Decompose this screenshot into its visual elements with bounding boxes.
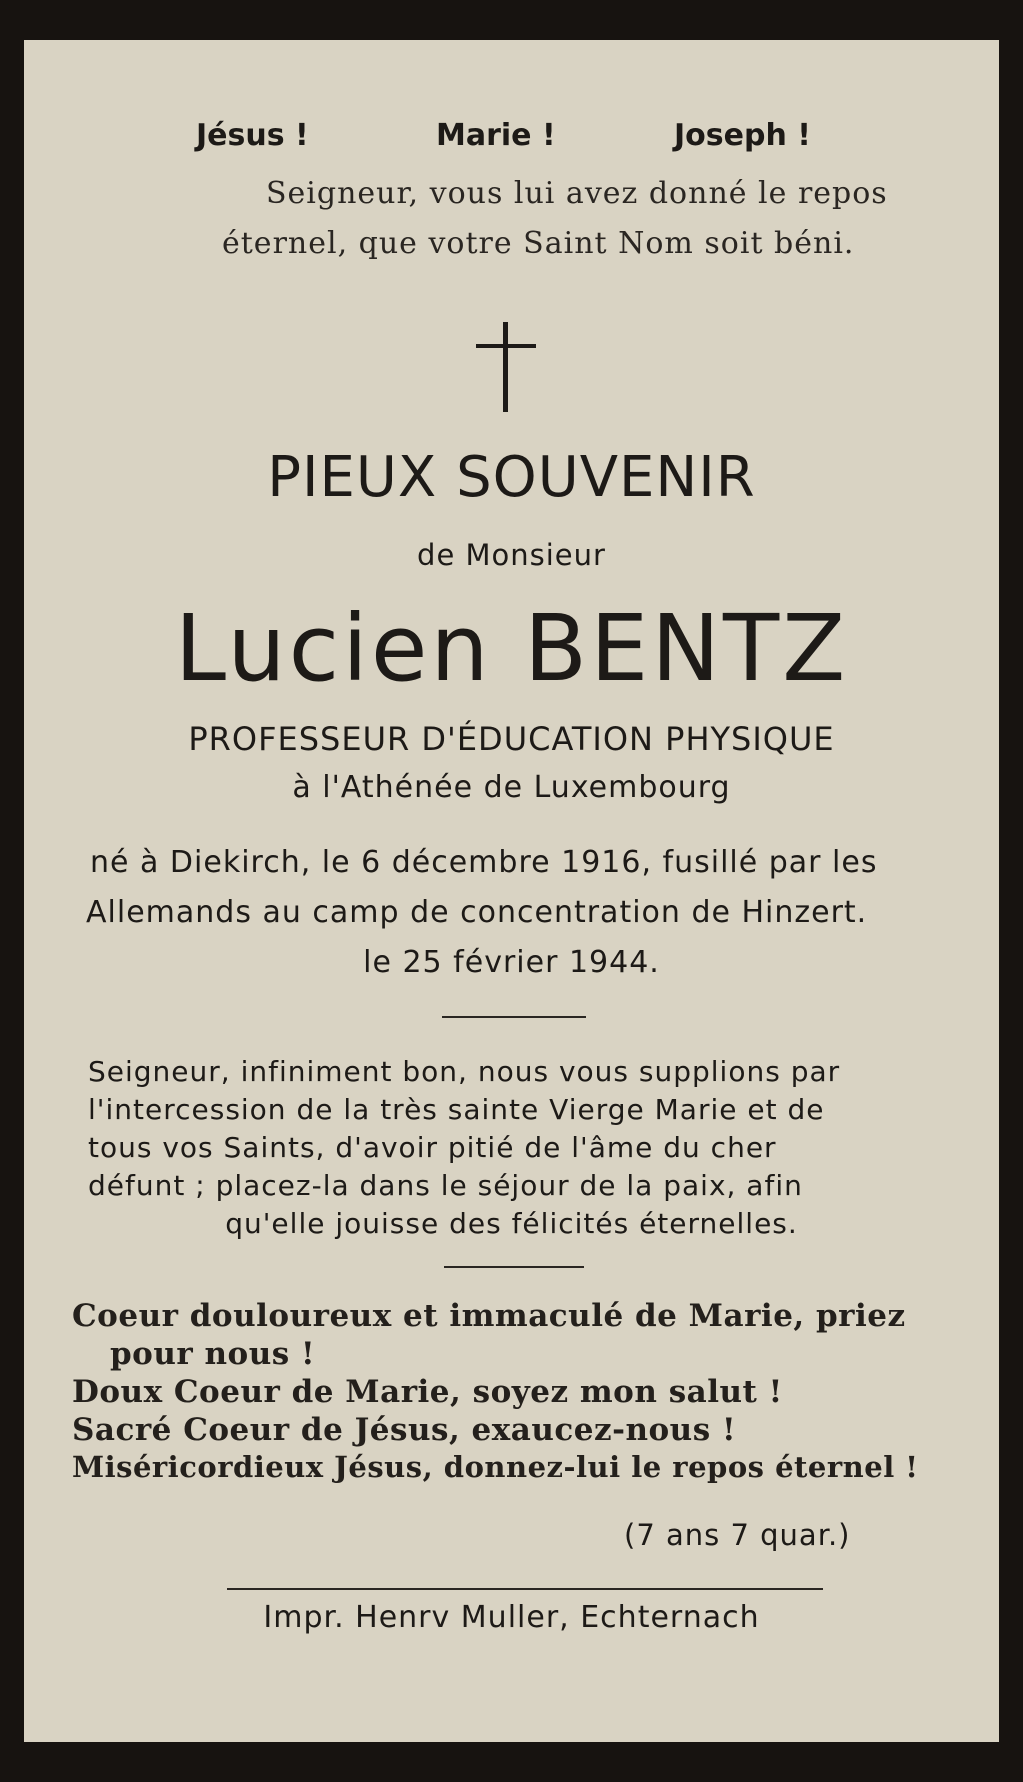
- closing-prayer-line-2: pour nous !: [110, 1336, 316, 1372]
- printer-imprint: Impr. Henrv Muller, Echternach: [263, 1600, 760, 1635]
- closing-prayer-line-4: Sacré Coeur de Jésus, exaucez-nous !: [72, 1412, 737, 1448]
- intercession-line-3: tous vos Saints, d'avoir pitié de l'âme du cher: [88, 1131, 777, 1164]
- institution: à l'Athénée de Luxembourg: [292, 770, 731, 805]
- memorial-card: [24, 40, 999, 1742]
- deceased-name: Lucien BENTZ: [174, 595, 849, 702]
- cross-icon: [476, 322, 536, 412]
- invocation-marie: Marie !: [436, 118, 556, 153]
- closing-prayer-line-3: Doux Coeur de Marie, soyez mon salut !: [72, 1374, 783, 1410]
- closing-prayer-line-5: Miséricordieux Jésus, donnez-lui le repos éternel !: [72, 1450, 919, 1484]
- heading: PIEUX SOUVENIR: [267, 445, 756, 510]
- invocation-jesus: Jésus !: [196, 118, 309, 153]
- divider-1: [442, 1016, 586, 1018]
- biography-line-1: né à Diekirch, le 6 décembre 1916, fusillé par les: [90, 845, 878, 880]
- biography-line-3: le 25 février 1944.: [363, 945, 660, 980]
- closing-prayer-line-1: Coeur douloureux et immaculé de Marie, priez: [72, 1298, 906, 1334]
- biography-line-2: Allemands au camp de concentration de Hinzert.: [86, 895, 868, 930]
- invocation-joseph: Joseph !: [674, 118, 811, 153]
- honorific: de Monsieur: [417, 538, 606, 572]
- intercession-line-2: l'intercession de la très sainte Vierge Marie et de: [88, 1093, 825, 1126]
- intercession-line-5: qu'elle jouisse des félicités éternelles.: [225, 1207, 798, 1240]
- intercession-line-4: défunt ; placez-la dans le séjour de la paix, afin: [88, 1169, 803, 1202]
- profession: PROFESSEUR D'ÉDUCATION PHYSIQUE: [188, 720, 835, 758]
- intercession-line-1: Seigneur, infiniment bon, nous vous supplions par: [88, 1055, 841, 1088]
- divider-2: [444, 1266, 584, 1268]
- indulgence-note: (7 ans 7 quar.): [624, 1518, 851, 1552]
- divider-3: [227, 1588, 823, 1590]
- opening-prayer-line-1: Seigneur, vous lui avez donné le repos: [266, 176, 888, 211]
- opening-prayer-line-2: éternel, que votre Saint Nom soit béni.: [222, 226, 855, 261]
